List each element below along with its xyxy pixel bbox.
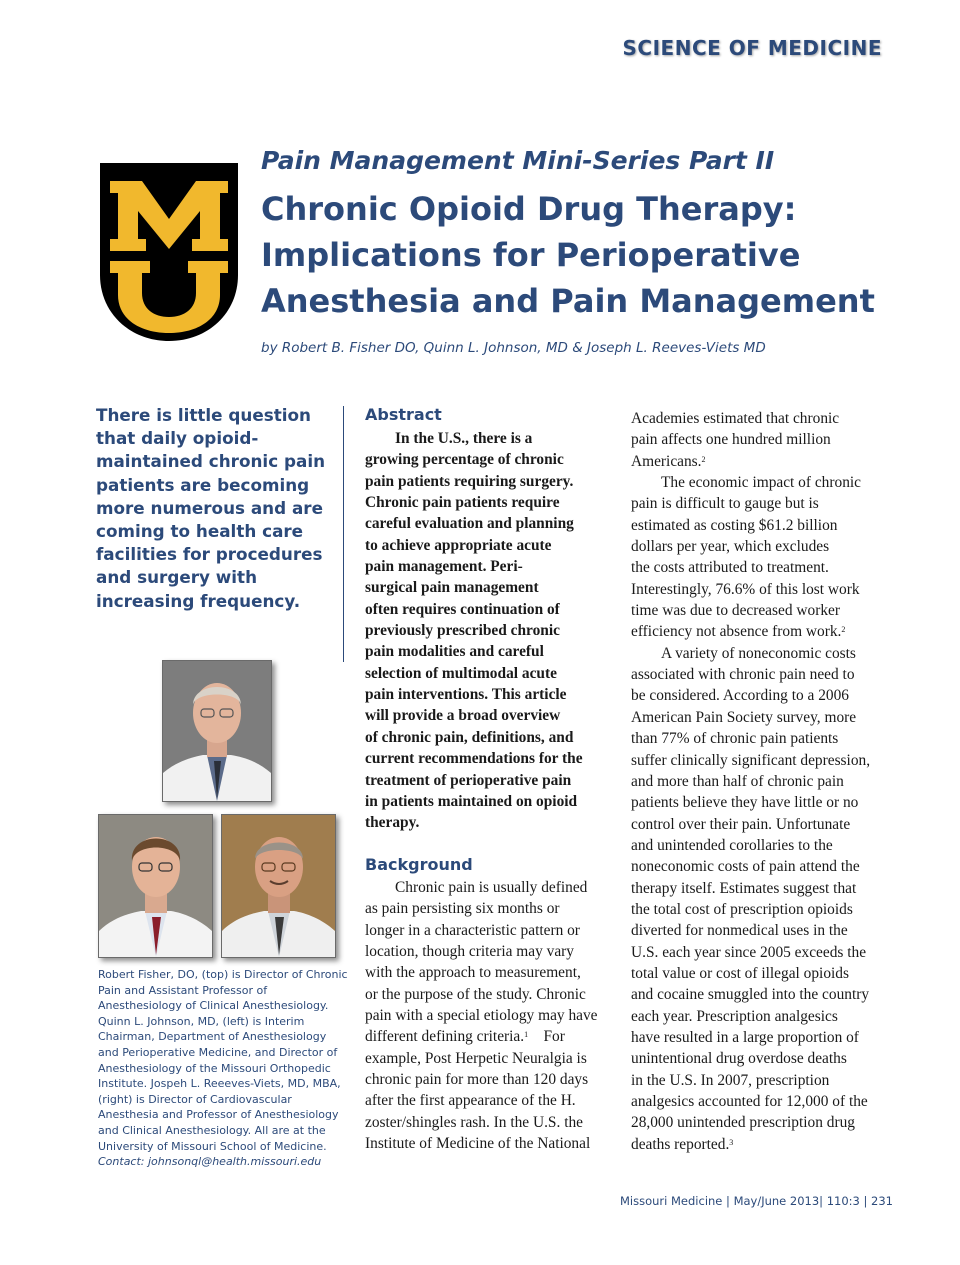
text-line: therapy itself. Estimates suggest that (631, 879, 857, 897)
text-line: or the purpose of the study. Chronic (365, 985, 586, 1003)
text-line: with the approach to measurement, (365, 964, 581, 982)
reference-marker: 2 (701, 454, 706, 464)
text-line: previously prescribed chronic (365, 622, 560, 640)
text-line: current recommendations for the (365, 750, 583, 768)
text-line: longer in a characteristic pattern or (365, 921, 580, 939)
text-segment: efficiency not absence from work. (631, 623, 842, 641)
text-line (631, 451, 886, 472)
text-line: and cocaine smuggled into the country (631, 986, 870, 1004)
text-line: treatment of perioperative pain (365, 771, 572, 789)
text-line: the total cost of prescription opioids (631, 900, 853, 918)
text-line: location, though criteria may vary (365, 943, 574, 961)
column-divider (343, 406, 344, 662)
text-line: pain is difficult to gauge but is (631, 495, 819, 513)
section-label: SCIENCE OF MEDICINE (622, 36, 882, 60)
text-line: pain affects one hundred million (631, 431, 831, 449)
text-line: surgical pain management (365, 579, 539, 597)
text-line: selection of multimodal acute (365, 664, 557, 682)
text-line: 28,000 unintended prescription drug (631, 1114, 855, 1132)
text-line: patients believe they have little or no (631, 794, 859, 812)
byline: by Robert B. Fisher DO, Quinn L. Johnson, MD & Joseph L. Reeves-Viets MD (261, 340, 766, 356)
text-line (631, 1134, 886, 1155)
reference-marker: 3 (729, 1137, 734, 1147)
series-title: Pain Management Mini-Series Part II (261, 146, 775, 175)
contact-email: Contact: johnsonql@health.missouri.edu (98, 1155, 322, 1169)
text-line: total value or cost of illegal opioids (631, 964, 849, 982)
text-line: diverted for nonmedical uses in the (631, 922, 848, 940)
author-photo-top (162, 660, 272, 802)
text-line: A variety of noneconomic costs (661, 644, 856, 662)
text-line: pain modalities and careful (365, 643, 544, 661)
text-line: as pain persisting six months or (365, 900, 560, 918)
abstract-heading: Abstract (365, 405, 442, 424)
text-line: analgesics accounted for 12,000 of the (631, 1093, 868, 1110)
author-photo-left (98, 814, 213, 958)
page-footer: Missouri Medicine | May/June 2013| 110:3 | 231 (620, 1194, 893, 1208)
text-line: and unintended corollaries to the (631, 836, 833, 854)
text-line: example, Post Herpetic Neuralgia is (365, 1049, 587, 1067)
text-line: pain with a special etiology may have (365, 1007, 598, 1025)
text-line: In the U.S., there is a (395, 430, 533, 447)
text-segment: Americans. (631, 452, 702, 470)
text-line (365, 1026, 613, 1047)
column-three-body (631, 408, 886, 1155)
text-line: often requires continuation of (365, 600, 560, 618)
text-line: and more than half of chronic pain (631, 772, 844, 790)
text-line: careful evaluation and planning (365, 515, 574, 533)
text-line: growing percentage of chronic (365, 451, 564, 469)
text-line: of chronic pain, definitions, and (365, 728, 574, 746)
text-line: The economic impact of chronic (661, 474, 861, 492)
title-line: Chronic Opioid Drug Therapy: (261, 190, 797, 228)
text-line: therapy. (365, 814, 420, 832)
text-line: unintentional drug overdose deaths (631, 1050, 847, 1068)
mu-logo-icon (100, 163, 238, 341)
text-segment: deaths reported. (631, 1135, 730, 1153)
text-line: to achieve appropriate acute (365, 536, 552, 554)
text-line: pain management. Peri- (365, 558, 523, 576)
pull-quote: There is little question that daily opioid-maintained chronic pain patients are becoming more numerous and are coming to health care facilities for procedures and surgery with increasing frequency. (96, 405, 326, 611)
caption-text: Robert Fisher, DO, (top) is Director of Chronic Pain and Assistant Professor of Anesthesiology of Clinical Anesthesiology. Quinn L. Johnson, MD, (left) is Interim Chairman, Department of Anesthesiology and Perioperative Medicine, and Director of Anesthesiology of the Missouri Orthopedic Institute. Jospeh L. Reeeves-Viets, MD, MBA, (right) is Director of Cardiovascular Anesthesia and Professor of Anesthesiology and Clinical Anesthesiology. All are at the University of Missouri School of Medicine. (98, 968, 348, 1153)
text-line: suffer clinically significant depression, (631, 751, 871, 769)
text-line: after the first appearance of the H. (365, 1092, 576, 1110)
title-line: Implications for Perioperative (261, 236, 801, 274)
reference-marker: 1 (524, 1030, 529, 1040)
text-line: noneconomic costs of pain attend the (631, 858, 860, 876)
text-line: American Pain Society survey, more (631, 708, 857, 726)
text-line: the costs attributed to treatment. (631, 559, 829, 577)
text-line: be considered. According to a 2006 (631, 687, 849, 705)
text-line: estimated as costing $61.2 billion (631, 516, 838, 534)
text-line: in patients maintained on opioid (365, 792, 578, 810)
text-line: zoster/shingles rash. In the U.S. the (365, 1113, 583, 1131)
text-line (631, 621, 886, 642)
text-segment: different defining criteria. (365, 1028, 525, 1046)
text-line: pain patients requiring surgery. (365, 472, 574, 490)
title-line: Anesthesia and Pain Management (261, 282, 875, 320)
text-line: will provide a broad overview (365, 707, 561, 725)
text-line: Chronic pain patients require (365, 494, 560, 512)
text-line: Academies estimated that chronic (631, 410, 840, 427)
text-line: dollars per year, which excludes (631, 538, 830, 556)
article-title (261, 186, 901, 324)
text-line: Chronic pain is usually defined (395, 879, 588, 896)
reference-marker: 2 (841, 625, 846, 635)
author-photo-right (221, 814, 336, 958)
author-caption (98, 967, 348, 1170)
text-line: in the U.S. In 2007, prescription (631, 1071, 830, 1089)
background-body (365, 877, 613, 1154)
text-line: have resulted in a large proportion of (631, 1028, 859, 1046)
text-line: Institute of Medicine of the National (365, 1135, 591, 1153)
text-line: U.S. each year since 2005 exceeds the (631, 943, 867, 961)
text-segment: For (543, 1028, 565, 1046)
text-line: Interestingly, 76.6% of this lost work (631, 580, 860, 598)
text-line: time was due to decreased worker (631, 602, 840, 620)
text-line: associated with chronic pain need to (631, 666, 855, 684)
text-line: pain interventions. This article (365, 686, 567, 704)
text-line: than 77% of chronic pain patients (631, 730, 839, 748)
abstract-body (365, 428, 613, 834)
text-line: chronic pain for more than 120 days (365, 1071, 589, 1089)
text-line: control over their pain. Unfortunate (631, 815, 851, 833)
background-heading: Background (365, 855, 473, 874)
text-line: each year. Prescription analgesics (631, 1007, 838, 1025)
